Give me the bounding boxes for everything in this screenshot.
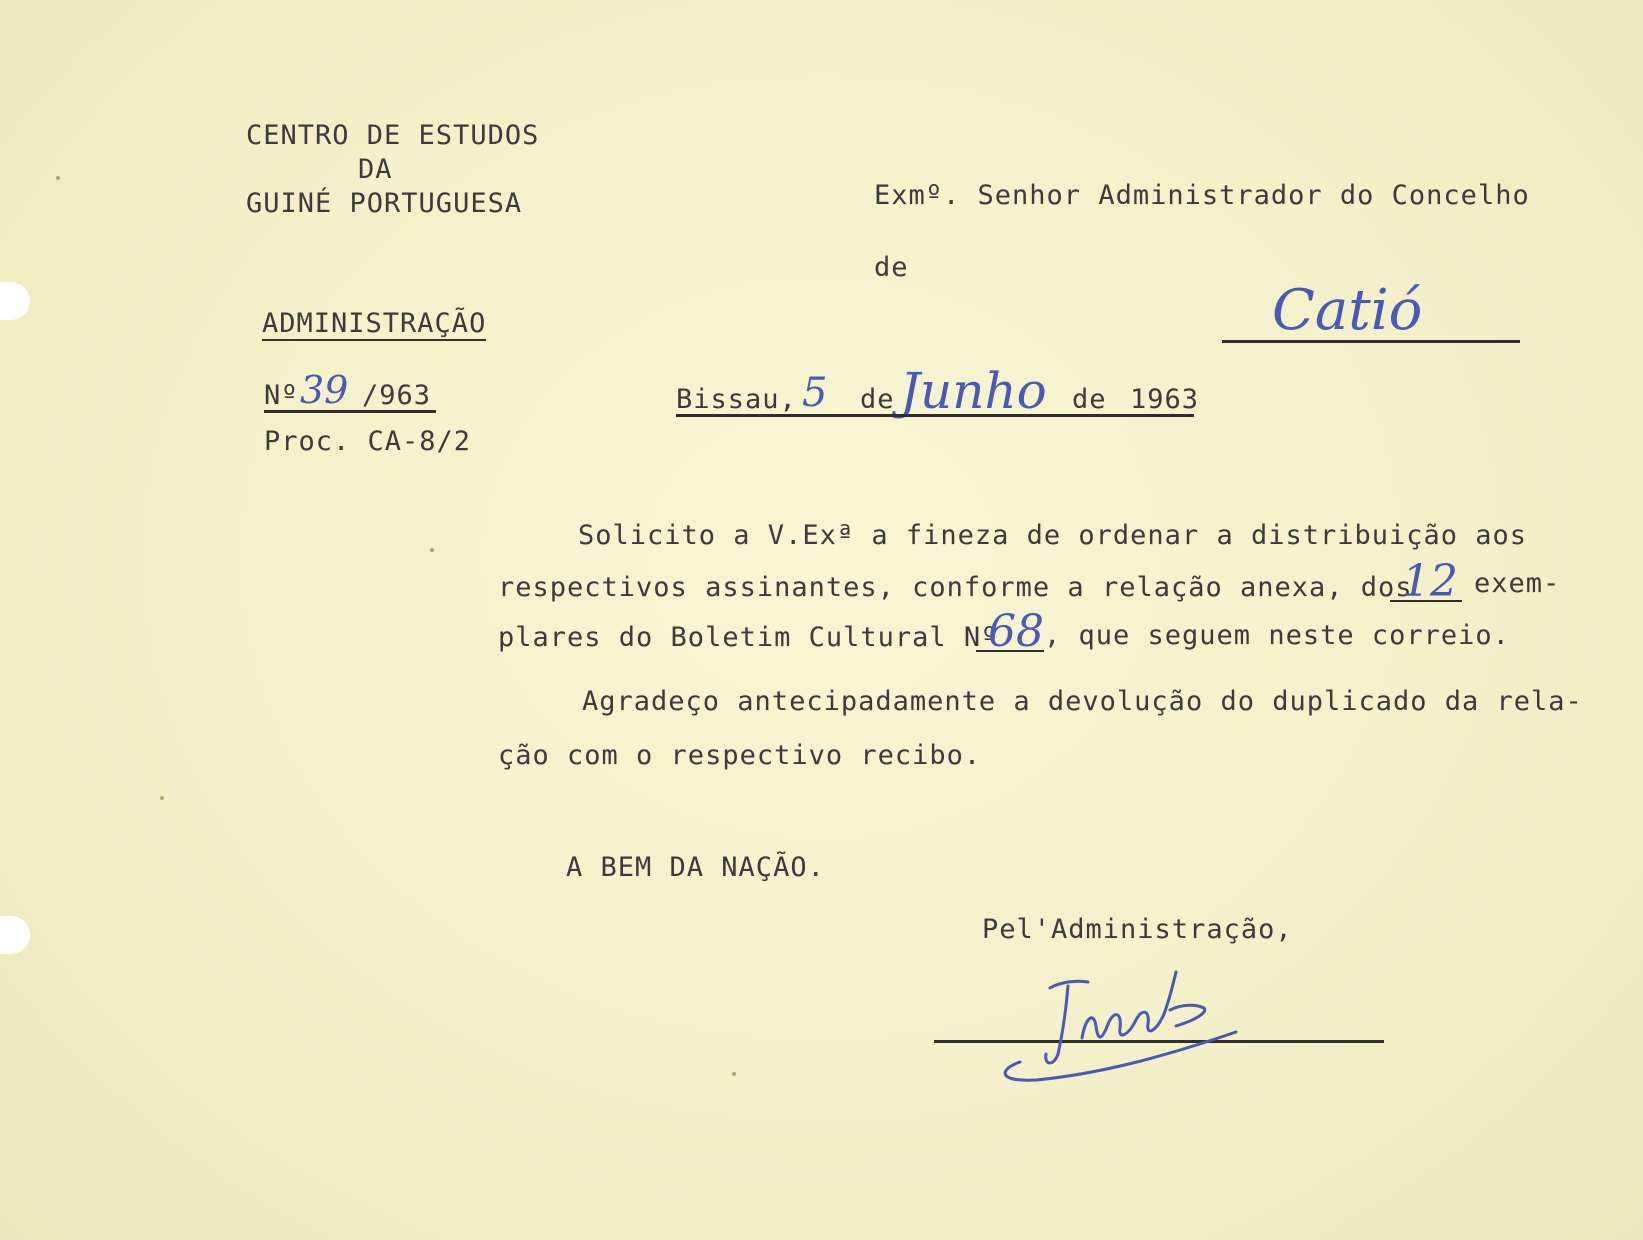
reference-year: /963 — [362, 380, 432, 411]
department-heading: ADMINISTRAÇÃO — [262, 308, 487, 339]
bulletin-underline — [976, 650, 1044, 652]
org-name-line1: CENTRO DE ESTUDOS — [246, 120, 540, 151]
copies-count: 12 — [1402, 556, 1458, 607]
body-paragraph1-line3: plares do Boletim Cultural Nº — [498, 622, 999, 653]
body-paragraph2-line1: Agradeço antecipadamente a devolução do duplicado da rela- — [582, 686, 1583, 717]
bulletin-number: 68 — [988, 606, 1044, 657]
date-city: Bissau, — [676, 384, 797, 415]
body-paragraph1-line2: respectivos assinantes, conforme a relação anexa, dos — [498, 572, 1413, 603]
closing-motto: A BEM DA NAÇÃO. — [566, 852, 825, 883]
paper-speck — [160, 796, 164, 800]
org-name-line2: DA — [358, 154, 393, 185]
paper-speck — [430, 548, 434, 552]
reference-prefix: Nº — [264, 380, 299, 411]
paper-speck — [56, 176, 60, 180]
punch-hole — [0, 916, 30, 954]
date-day: 5 — [802, 370, 828, 416]
date-underline — [676, 414, 1194, 417]
body-paragraph2-line2: ção com o respectivo recibo. — [498, 740, 982, 771]
addressee-salutation: Exmº. Senhor Administrador do Concelho — [874, 180, 1530, 211]
place-underline — [1222, 340, 1520, 343]
date-month: Junho — [900, 362, 1047, 420]
closing-signoff: Pel'Administração, — [982, 914, 1293, 945]
reference-underline — [264, 410, 436, 413]
body-paragraph1-line1: Solicito a V.Exª a fineza de ordenar a distribuição aos — [578, 520, 1528, 551]
body-paragraph1-line3-end: , que seguem neste correio. — [1044, 620, 1510, 651]
date-de-2: de — [1072, 384, 1107, 415]
process-number: Proc. CA-8/2 — [264, 426, 472, 457]
punch-hole — [0, 282, 30, 320]
reference-number: 39 — [300, 368, 349, 412]
body-paragraph1-line2-end: exem- — [1474, 568, 1561, 599]
addressee-de: de — [874, 252, 909, 283]
copies-underline — [1390, 600, 1462, 602]
org-name-line3: GUINÉ PORTUGUESA — [246, 188, 523, 219]
paper-speck — [732, 1072, 736, 1076]
addressee-place: Catió — [1272, 278, 1423, 343]
date-de-1: de — [860, 384, 895, 415]
handwritten-signature — [990, 970, 1260, 1095]
date-year: 1963 — [1130, 384, 1200, 415]
